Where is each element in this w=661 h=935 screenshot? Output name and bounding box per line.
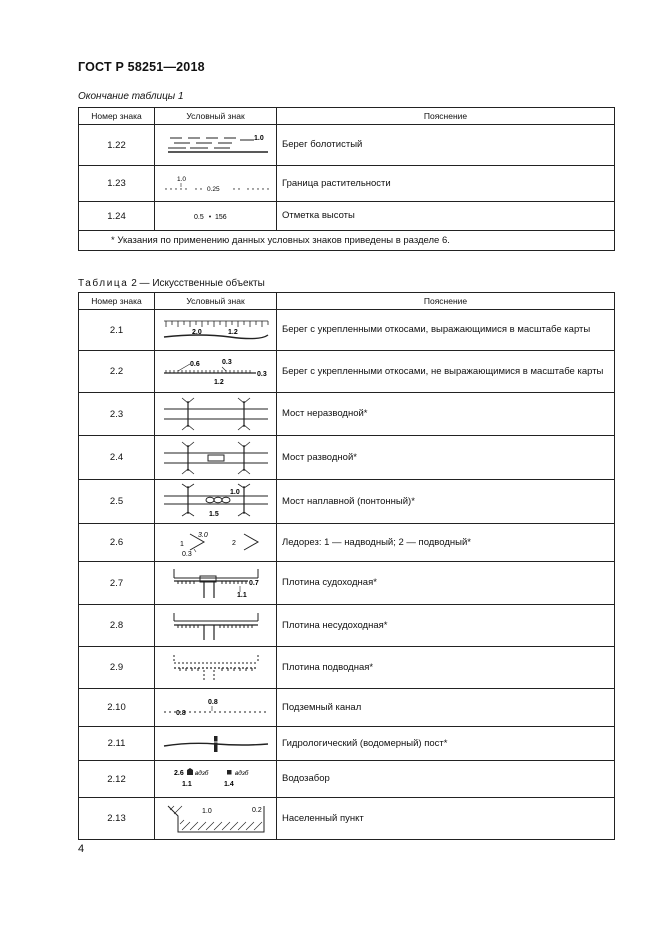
symbol-cell — [155, 125, 277, 166]
row-number: 2.5 — [79, 480, 155, 524]
table-row — [79, 480, 615, 524]
column-header-number: Номер знака — [79, 293, 155, 310]
symbol-label: 1.1 — [236, 592, 247, 599]
row-explanation: Мост неразводной* — [277, 393, 615, 436]
row-explanation: Плотина судоходная* — [277, 562, 615, 605]
column-header-symbol: Условный знак — [155, 108, 277, 125]
symbol-label: 3.0 — [197, 531, 208, 539]
symbol-label: 0.5 — [193, 214, 204, 221]
row-number: 2.2 — [79, 351, 155, 393]
symbol-label: 1.2 — [213, 378, 224, 386]
icebreaker-symbol — [160, 528, 272, 558]
symbol-label: 2.6 — [173, 770, 184, 777]
water-intake-symbol — [160, 764, 272, 794]
underground-canal-symbol — [160, 694, 272, 722]
row-explanation: Плотина несудоходная* — [277, 605, 615, 647]
column-header-explanation: Пояснение — [277, 108, 615, 125]
row-explanation: Берег с укрепленными откосами, не выражающимися в масштабе карты — [277, 351, 615, 393]
table-row — [79, 436, 615, 480]
drawbridge-symbol — [160, 439, 272, 477]
table-row — [79, 727, 615, 761]
symbol-cell — [155, 351, 277, 393]
symbol-cell — [155, 393, 277, 436]
navigable-dam-symbol — [160, 564, 272, 602]
table1-footnote: * Указания по применению данных условных знаков приведены в разделе 6. — [79, 231, 615, 251]
symbol-cell — [155, 689, 277, 727]
row-explanation: Берег болотистый — [277, 125, 615, 166]
table-row — [79, 798, 615, 840]
symbol-label: 1.4 — [223, 781, 234, 788]
row-explanation: Отметка высоты — [277, 202, 615, 231]
row-number: 1.24 — [79, 202, 155, 231]
symbol-label: 1.0 — [201, 807, 212, 815]
symbol-label: 0.6 — [189, 360, 200, 368]
fixed-bridge-symbol — [160, 395, 272, 433]
row-number: 1.23 — [79, 166, 155, 202]
symbol-cell — [155, 605, 277, 647]
marsh-shore-symbol — [160, 130, 272, 160]
column-header-explanation: Пояснение — [277, 293, 615, 310]
table-row — [79, 166, 615, 202]
table1 — [78, 107, 615, 251]
row-explanation: Мост наплавной (понтонный)* — [277, 480, 615, 524]
table1-footnote-row — [79, 231, 615, 251]
row-explanation: Населенный пункт — [277, 798, 615, 840]
table2 — [78, 292, 615, 840]
row-number: 2.8 — [79, 605, 155, 647]
document-code: ГОСТ Р 58251—2018 — [78, 60, 205, 74]
table-row — [79, 689, 615, 727]
row-explanation: Ледорез: 1 — надводный; 2 — подводный* — [277, 524, 615, 562]
table-row — [79, 524, 615, 562]
table2-caption-text: 2 — Искусственные объекты — [131, 278, 265, 289]
row-explanation: Гидрологический (водомерный) пост* — [277, 727, 615, 761]
row-explanation: Мост разводной* — [277, 436, 615, 480]
symbol-label: 0.3 — [256, 370, 267, 378]
table-row — [79, 125, 615, 166]
symbol-label: 2 — [231, 539, 236, 547]
row-explanation: Водозабор — [277, 761, 615, 798]
symbol-cell — [155, 798, 277, 840]
symbol-cell — [155, 310, 277, 351]
row-number: 2.4 — [79, 436, 155, 480]
reinforced-shore-scaled-symbol — [160, 315, 272, 345]
table-row — [79, 647, 615, 689]
symbol-label: 156 — [214, 214, 227, 221]
table2-caption-label: Таблица — [78, 278, 129, 289]
table2-header-row — [79, 293, 615, 310]
underwater-dam-symbol — [160, 650, 272, 686]
table1-caption: Окончание таблицы 1 — [78, 91, 184, 102]
non-navigable-dam-symbol — [160, 608, 272, 644]
symbol-label: 0.25 — [206, 185, 220, 193]
symbol-label: 1.1 — [181, 781, 192, 788]
symbol-label: 0.8 — [175, 709, 186, 717]
row-explanation: Граница растительности — [277, 166, 615, 202]
symbol-cell — [155, 727, 277, 761]
symbol-label: 1.2 — [227, 329, 238, 336]
symbol-label: вдзб — [194, 770, 208, 777]
row-number: 2.1 — [79, 310, 155, 351]
column-header-number: Номер знака — [79, 108, 155, 125]
symbol-label: 0.7 — [248, 580, 259, 587]
row-explanation: Берег с укрепленными откосами, выражающимися в масштабе карты — [277, 310, 615, 351]
symbol-label: 1.0 — [253, 135, 264, 142]
symbol-label: 0.3 — [221, 358, 232, 366]
symbol-cell — [155, 647, 277, 689]
symbol-label: 0.2 — [251, 806, 262, 814]
symbol-label: вдзб — [234, 770, 248, 777]
table-row — [79, 562, 615, 605]
symbol-label: 2.0 — [191, 329, 202, 336]
table-row — [79, 351, 615, 393]
pontoon-bridge-symbol — [160, 482, 272, 522]
symbol-label: 1.5 — [208, 510, 219, 518]
symbol-label: 1 — [179, 540, 184, 548]
symbol-cell — [155, 166, 277, 202]
column-header-symbol: Условный знак — [155, 293, 277, 310]
spot-height-symbol — [160, 206, 272, 226]
symbol-label: 0.3 — [181, 550, 192, 558]
table2-caption — [78, 278, 265, 289]
table-row — [79, 393, 615, 436]
vegetation-boundary-symbol — [160, 172, 272, 196]
row-number: 2.10 — [79, 689, 155, 727]
row-number: 1.22 — [79, 125, 155, 166]
table-row — [79, 761, 615, 798]
row-number: 2.9 — [79, 647, 155, 689]
symbol-cell — [155, 480, 277, 524]
symbol-cell — [155, 524, 277, 562]
row-number: 2.13 — [79, 798, 155, 840]
row-number: 2.3 — [79, 393, 155, 436]
table1-header-row — [79, 108, 615, 125]
row-number: 2.11 — [79, 727, 155, 761]
symbol-cell — [155, 761, 277, 798]
symbol-cell — [155, 436, 277, 480]
symbol-cell — [155, 562, 277, 605]
table-row — [79, 310, 615, 351]
gauging-station-symbol — [160, 730, 272, 758]
row-number: 2.7 — [79, 562, 155, 605]
symbol-label: 1.0 — [229, 488, 240, 496]
symbol-cell — [155, 202, 277, 231]
symbol-label: 1.0 — [176, 175, 186, 183]
page-number: 4 — [78, 843, 85, 855]
settlement-symbol — [160, 800, 272, 838]
row-explanation: Подземный канал — [277, 689, 615, 727]
row-explanation: Плотина подводная* — [277, 647, 615, 689]
reinforced-shore-unscaled-symbol — [160, 355, 272, 389]
table-row — [79, 605, 615, 647]
symbol-label: 0.8 — [207, 698, 218, 706]
table-row — [79, 202, 615, 231]
row-number: 2.12 — [79, 761, 155, 798]
row-number: 2.6 — [79, 524, 155, 562]
